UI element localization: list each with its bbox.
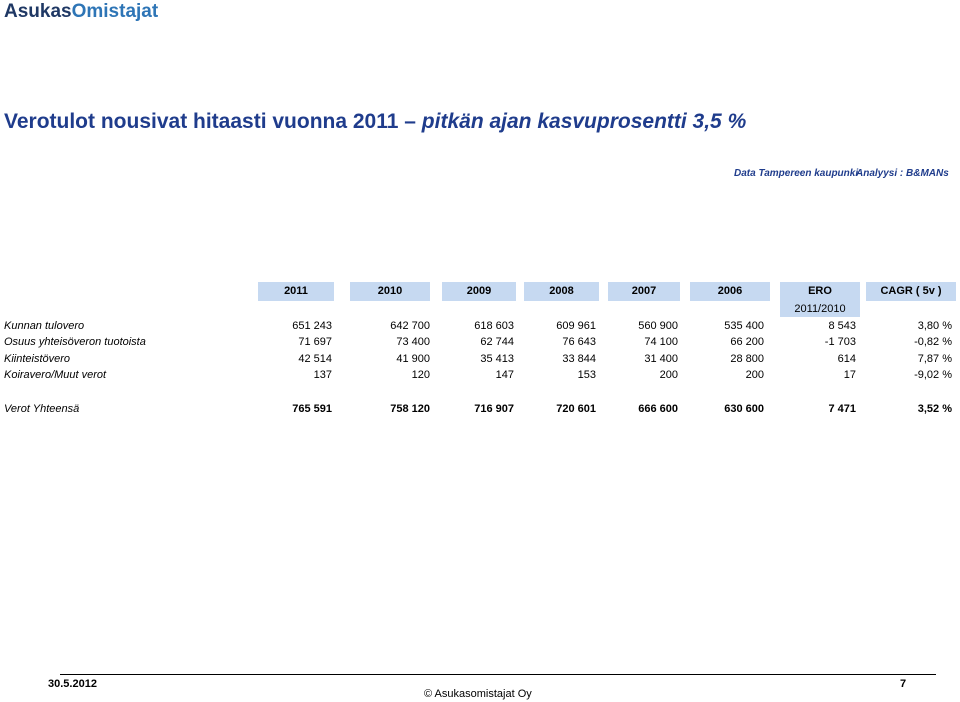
title-main: Verotulot nousivat hitaasti vuonna 2011: [4, 110, 405, 133]
total-2010: 758 120: [390, 403, 430, 415]
total-2011: 765 591: [292, 403, 332, 415]
cell-2008: 76 643: [562, 336, 596, 348]
row-label: Koiravero/Muut verot: [4, 369, 107, 381]
cell-cagr: -0,82 %: [914, 336, 952, 348]
cell-2009: 62 744: [480, 336, 514, 348]
cell-2007: 200: [659, 369, 678, 381]
total-2007: 666 600: [638, 403, 678, 415]
cell-2006: 66 200: [730, 336, 764, 348]
data-source: Data Tampereen kaupunki: [734, 168, 859, 179]
footer-page-number: 7: [900, 678, 907, 690]
cell-2006: 535 400: [724, 320, 764, 332]
total-ero: 7 471: [828, 403, 856, 415]
row-label: Osuus yhteisöveron tuotoista: [4, 336, 146, 348]
cell-2009: 147: [495, 369, 514, 381]
cell-2011: 42 514: [298, 353, 332, 365]
table-row: [0, 351, 960, 367]
cell-2006: 200: [745, 369, 764, 381]
analysis-source: Analyysi : B&MANs: [856, 168, 949, 179]
cell-ero: 8 543: [828, 320, 856, 332]
cell-2010: 73 400: [396, 336, 430, 348]
footer-divider: [60, 674, 936, 675]
header-2010: 2010: [350, 282, 430, 301]
cell-2007: 74 100: [644, 336, 678, 348]
total-2009: 716 907: [474, 403, 514, 415]
header-ero: ERO: [780, 282, 860, 301]
row-label: Kiinteistövero: [4, 353, 71, 365]
header-2011: 2011: [258, 282, 334, 301]
cell-2011: 71 697: [298, 336, 332, 348]
table-total-row: [0, 401, 960, 417]
table-row: [0, 367, 960, 383]
cell-2009: 35 413: [480, 353, 514, 365]
cell-2011: 651 243: [292, 320, 332, 332]
cell-2011: 137: [313, 369, 332, 381]
title-italic: pitkän ajan kasvuprosentti 3,5 %: [415, 110, 747, 133]
header-2006: 2006: [690, 282, 770, 301]
cell-cagr: 7,87 %: [917, 353, 952, 365]
total-label: Verot Yhteensä: [4, 403, 80, 415]
logo-part-1: Asukas: [4, 1, 72, 22]
cell-2006: 28 800: [730, 353, 764, 365]
header-2009: 2009: [442, 282, 516, 301]
cell-2008: 33 844: [562, 353, 596, 365]
cell-ero: -1 703: [824, 336, 856, 348]
cell-ero: 17: [843, 369, 856, 381]
total-2008: 720 601: [556, 403, 596, 415]
cell-ero: 614: [837, 353, 856, 365]
row-label: Kunnan tulovero: [4, 320, 85, 332]
page-title: [4, 108, 746, 136]
header-2007: 2007: [608, 282, 680, 301]
cell-cagr: 3,80 %: [917, 320, 952, 332]
title-dash: –: [404, 110, 416, 133]
total-cagr: 3,52 %: [917, 403, 952, 415]
cell-2010: 41 900: [396, 353, 430, 365]
total-2006: 630 600: [724, 403, 764, 415]
header-ero-period: 2011/2010: [780, 301, 860, 317]
header-cagr: CAGR ( 5v ): [866, 282, 956, 301]
cell-2007: 31 400: [644, 353, 678, 365]
logo-part-2: Omistajat: [71, 1, 159, 22]
table-row: [0, 334, 960, 350]
footer-date: 30.5.2012: [48, 678, 97, 690]
table-row: [0, 318, 960, 334]
cell-2010: 120: [411, 369, 430, 381]
header-2008: 2008: [524, 282, 599, 301]
cell-2008: 609 961: [556, 320, 596, 332]
cell-2010: 642 700: [390, 320, 430, 332]
cell-2007: 560 900: [638, 320, 678, 332]
footer-copyright: © Asukasomistajat Oy: [424, 688, 532, 700]
cell-cagr: -9,02 %: [914, 369, 952, 381]
company-logo: [4, 0, 158, 24]
cell-2009: 618 603: [474, 320, 514, 332]
cell-2008: 153: [577, 369, 596, 381]
